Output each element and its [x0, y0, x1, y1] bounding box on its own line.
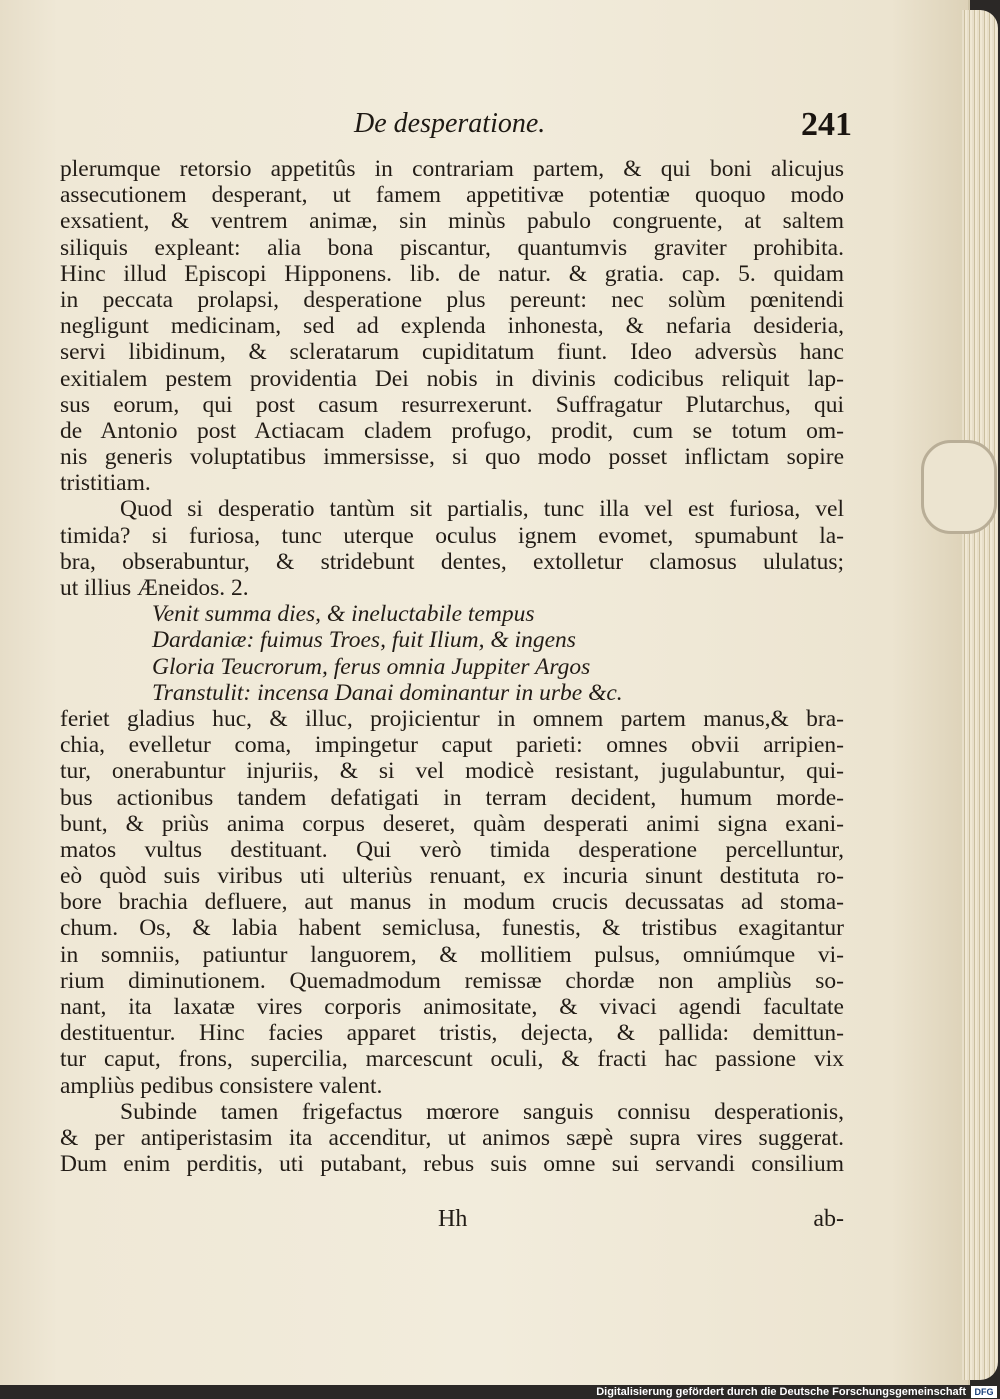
catchword: ab- [813, 1206, 844, 1232]
text-line: sus eorum, qui post casum resurrexerunt. Suffragatur Plutarchus, qui [60, 391, 844, 418]
text-line: bra, obserabuntur, & stridebunt dentes, extolletur clamosus ululatus; [60, 548, 844, 575]
running-title: De desperatione. [354, 108, 546, 139]
text-line: rium diminutionem. Quemadmodum remissæ chordæ non ampliùs so- [60, 967, 844, 994]
text-line: plerumque retorsio appetitûs in contrariam partem, & qui boni alicujus [60, 156, 844, 182]
text-line: Hinc illud Episcopi Hipponens. lib. de natur. & gratia. cap. 5. quidam [60, 260, 844, 287]
text-line: ampliùs pedibus consistere valent. [60, 1072, 383, 1099]
text-line: destituentur. Hinc facies apparet tristis, dejecta, & pallida: demittun- [60, 1020, 844, 1047]
text-line: servi libidinum, & scleratarum cupiditatum fiunt. Ideo adversùs hanc [60, 339, 844, 366]
verse-line: Venit summa dies, & ineluctabile tempus [152, 601, 535, 628]
verse-line: Transtulit: incensa Danai dominantur in urbe &c. [152, 679, 623, 706]
text-line: nis generis voluptatibus immersisse, si quo modo posset inflictam sopire [60, 444, 844, 471]
page-footer [60, 1206, 844, 1236]
page-edges [962, 10, 998, 1380]
text-line: eò quòd suis viribus uti ulteriùs renuant, ex incuria sinunt destituta ro- [60, 863, 844, 890]
text-line: chia, evelletur coma, impingetur caput parieti: omnes obvii arripien- [60, 732, 844, 759]
text-line: negligunt medicinam, sed ad explenda inhonesta, & nefaria desideria, [60, 313, 844, 340]
text-line: tristitiam. [60, 470, 151, 497]
text-line: bus actionibus tandem defatigati in terram decident, humum morde- [60, 784, 844, 811]
page-number: 241 [801, 106, 852, 143]
text-line: exsatient, & ventrem animæ, sin minùs pabulo congruente, at saltem [60, 208, 844, 235]
text-line: siliquis expleant: alia bona piscantur, quantumvis graviter prohibita. [60, 234, 844, 261]
text-line: in somniis, patiuntur languorem, & mollitiem pulsus, omniúmque vi- [60, 941, 844, 968]
text-line: & per antiperistasim ita accenditur, ut animos sæpè supra vires suggerat. [60, 1124, 844, 1151]
page-header [60, 108, 860, 148]
text-line: bore brachia defluere, aut manus in modum crucis decussatas ad stoma- [60, 889, 844, 916]
text-line: bunt, & priùs anima corpus deseret, quàm desperati animi signa exani- [60, 810, 844, 837]
text-line: de Antonio post Actiacam cladem profugo, prodit, cum se totum om- [60, 417, 844, 444]
text-line: assecutionem desperant, ut famem appetitivæ potentiæ quoquo modo [60, 182, 844, 209]
text-line: matos vultus destituant. Qui verò timida desperatione percelluntur, [60, 836, 844, 863]
digitization-credit: Digitalisierung gefördert durch die Deutsche Forschungsgemeinschaft [0, 1385, 1000, 1399]
paragraph-start-line: Subinde tamen frigefactus mœrore sanguis connisu desperationis, [120, 1098, 844, 1125]
body-text [60, 156, 844, 1177]
verse-line: Gloria Teucrorum, ferus omnia Juppiter Argos [152, 653, 591, 680]
verse-line: Dardaniæ: fuimus Troes, fuit Ilium, & ingens [152, 627, 576, 654]
paragraph-start-line: Quod si desperatio tantùm sit partialis, tunc illa vel est furiosa, vel [120, 496, 844, 523]
text-line: tur, onerabuntur injuriis, & si vel modicè resistant, jugulabuntur, qui- [60, 758, 844, 785]
text-line: exitialem pestem providentia Dei nobis in divinis codicibus reliquit lap- [60, 365, 844, 392]
signature-mark: Hh [438, 1206, 468, 1232]
text-line: timida? si furiosa, tunc uterque oculus ignem evomet, spumabunt la- [60, 522, 844, 549]
text-line: in peccata prolapsi, desperatione plus pereunt: nec solùm pœnitendi [60, 286, 844, 313]
text-line: feriet gladius huc, & illuc, projicientur in omnem partem manus,& bra- [60, 705, 844, 732]
page-edge-tab [921, 440, 997, 534]
text-line: ut illius Æneidos. 2. [60, 575, 249, 601]
text-line: nant, ita laxatæ vires corporis animositate, & vivaci agendi facultate [60, 994, 844, 1020]
text-line: tur caput, frons, supercilia, marcescunt oculi, & fracti hac passione vix [60, 1046, 844, 1073]
text-line: chum. Os, & labia habent semiclusa, funestis, & tristibus exagitantur [60, 915, 844, 942]
text-line: Dum enim perditis, uti putabant, rebus suis omne sui servandi consilium [60, 1151, 844, 1178]
dfg-logo-icon: DFG [971, 1386, 997, 1398]
